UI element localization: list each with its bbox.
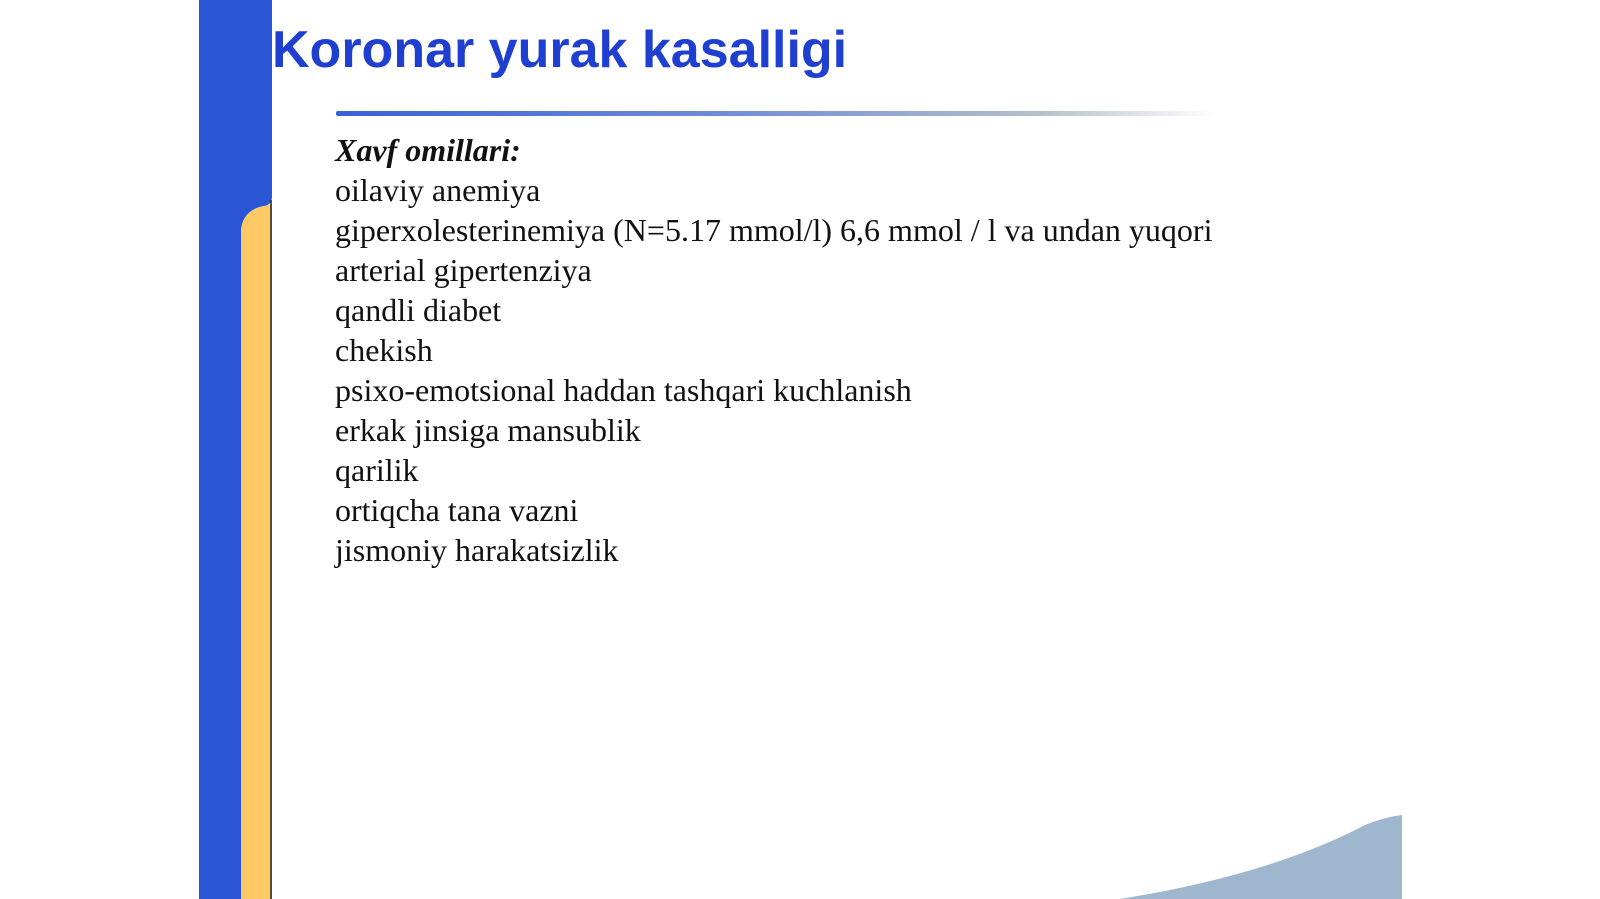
list-item: qandli diabet <box>335 292 502 328</box>
title-divider <box>336 111 1216 116</box>
list-item: erkak jinsiga mansublik <box>335 412 641 448</box>
wave-shape <box>1120 815 1402 899</box>
list-item: oilaviy anemiya <box>335 172 541 208</box>
list-item: jismoniy harakatsizlik <box>335 532 619 568</box>
list-heading: Xavf omillari: <box>335 132 521 168</box>
list-item: ortiqcha tana vazni <box>335 492 579 528</box>
side-bar-yellow <box>241 203 272 899</box>
list-item: giperxolesterinemiya (N=5.17 mmol/l) 6,6 mmol / l va undan yuqori <box>335 212 1213 248</box>
risk-factors-list <box>335 130 1212 570</box>
list-item: arterial gipertenziya <box>335 252 592 288</box>
decorative-wave <box>1120 815 1402 899</box>
list-item: qarilik <box>335 452 419 488</box>
list-item: psixo-emotsional haddan tashqari kuchlanish <box>335 372 912 408</box>
slide-title: Koronar yurak kasalligi <box>272 21 848 79</box>
list-item: chekish <box>335 332 433 368</box>
